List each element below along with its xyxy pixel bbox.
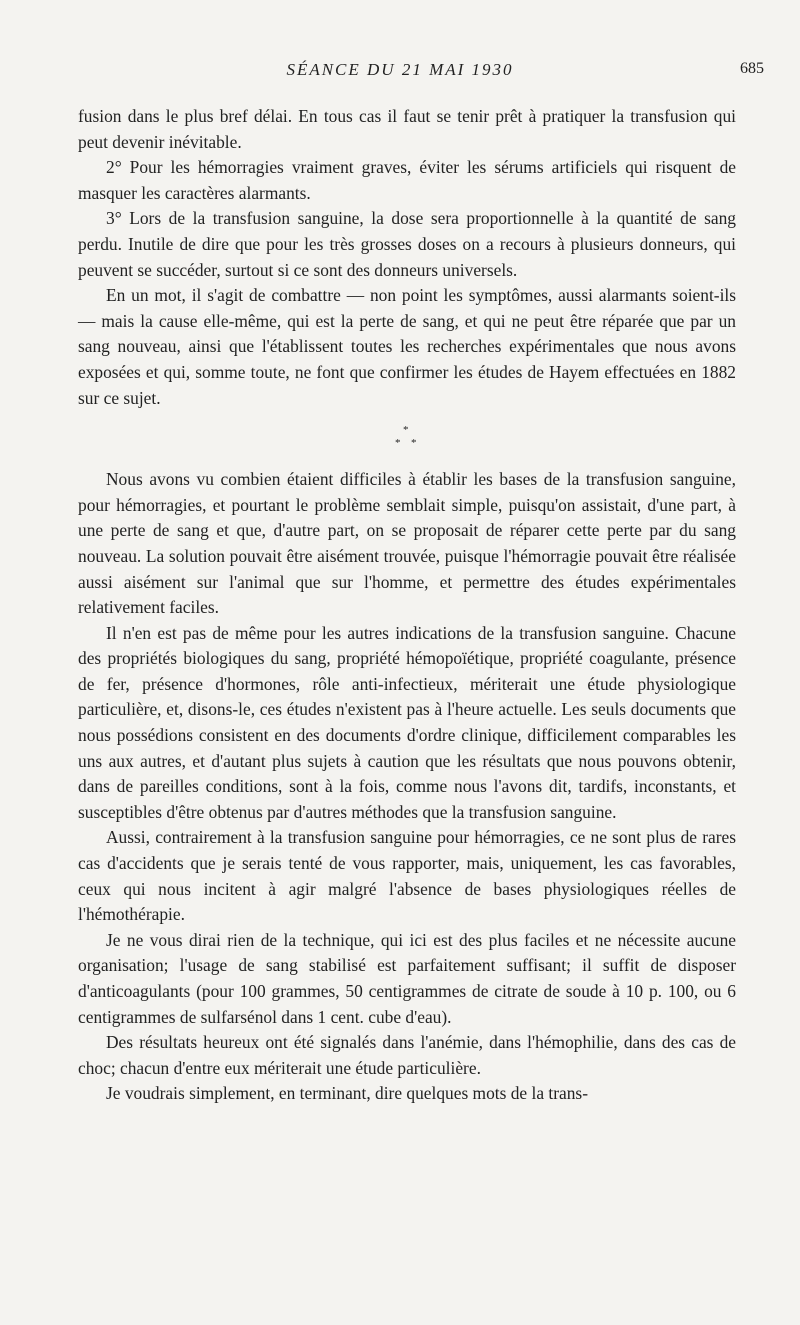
- paragraph: Il n'en est pas de même pour les autres indications de la transfusion sanguine. Chacune des propriétés biologiques du sang, propriété hémopoïétique, propriété coagulante, présence de fer, présence d'hormones, rôle anti-infectieux, mériterait une étude physiologique particulière, et, disons-le, ces études n'existent pas à l'heure actuelle. Les seuls documents que nous possédions consistent en des documents d'ordre clinique, difficilement comparables les uns aux autres, et d'autant plus sujets à caution que les résultats que nous pouvons obtenir, dans de pareilles conditions, sont à la fois, comme nous l'avons dit, tardifs, inconstants, et susceptibles d'être obtenus par d'autres méthodes que la transfusion sanguine.: [78, 622, 736, 822]
- section-separator: [78, 413, 736, 459]
- separator-star: *: [403, 424, 409, 437]
- paragraph: En un mot, il s'agit de combattre — non point les symptômes, aussi alarmants soient-ils — mais la cause elle-même, qui est la perte de sang, et qui ne peut être réparée que par un sang nouveau, ainsi que l'établissent toutes les recherches expérimentales que nous avons exposées et qui, somme toute, ne font que confirmer les études de Hayem effectuées en 1882 sur ce sujet.: [78, 285, 736, 408]
- running-title: SÉANCE DU 21 MAI 1930: [286, 60, 514, 79]
- paragraph: fusion dans le plus bref délai. En tous cas il faut se tenir prêt à pratiquer la transfusion qui peut devenir inévitable.: [78, 106, 736, 152]
- paragraph: Nous avons vu combien étaient difficiles à établir les bases de la transfusion sanguine, pour hémorragies, et pourtant le problème semblait simple, puisqu'on assistait, d'une part, à une perte de sang et que, d'autre part, on se proposait de réparer cette perte par du sang nouveau. La solution pouvait être aisément trouvée, puisque l'hémorragie pouvait être réalisée aussi aisément sur l'animal que sur l'homme, et permettre des études expérimentales relativement faciles.: [78, 469, 736, 618]
- paragraph: Aussi, contrairement à la transfusion sanguine pour hémorragies, ce ne sont plus de rares cas d'accidents que je serais tenté de vous rapporter, mais, uniquement, les cas favorables, ceux qui nous incitent à agir malgré l'absence de bases physiologiques réelles de l'hémothérapie.: [78, 827, 736, 925]
- paragraph: Des résultats heureux ont été signalés dans l'anémie, dans l'hémophilie, dans des cas de choc; chacun d'entre eux mériterait une étude particulière.: [78, 1032, 736, 1078]
- paragraph: 2° Pour les hémorragies vraiment graves, éviter les sérums artificiels qui risquent de masquer les caractères alarmants.: [78, 157, 736, 203]
- paragraph: 3° Lors de la transfusion sanguine, la dose sera proportionnelle à la quantité de sang perdu. Inutile de dire que pour les très grosses doses on a recours à plusieurs donneurs, qui peuvent se succéder, surtout si ce sont des donneurs universels.: [78, 208, 736, 280]
- body-text: [78, 104, 736, 1107]
- paragraph: Je ne vous dirai rien de la technique, qui ici est des plus faciles et ne nécessite aucune organisation; l'usage de sang stabilisé est parfaitement suffisant; il suffit de disposer d'anticoagulants (pour 100 grammes, 50 centigrammes de citrate de soude à 10 p. 100, ou 6 centigrammes de sulfarsénol dans 1 cent. cube d'eau).: [78, 929, 736, 1027]
- separator-star: *: [395, 437, 401, 450]
- running-head: [0, 60, 800, 86]
- separator-star: *: [411, 437, 417, 450]
- page-number: 685: [740, 60, 764, 77]
- paragraph: Je voudrais simplement, en terminant, dire quelques mots de la trans-: [106, 1083, 588, 1104]
